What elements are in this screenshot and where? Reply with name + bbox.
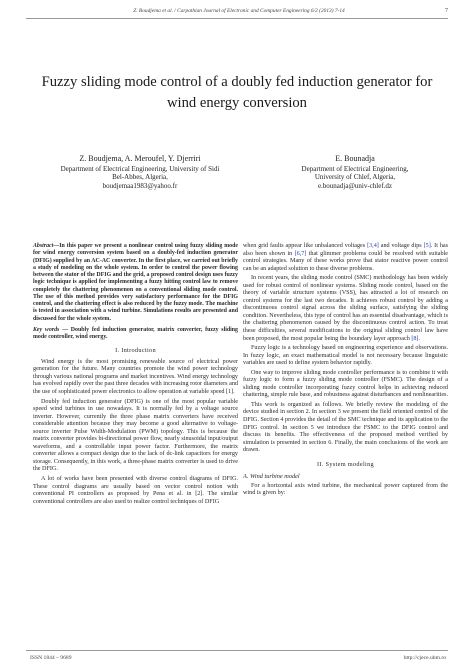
citation-link[interactable]: [5] (423, 243, 431, 249)
intro-paragraph-fuzzy: Fuzzy logic is a technology based on engineering experience and observations. In fuzzy logic, an exact mathematical model is not necessary because linguistic variables are used to define system behavior rapidly. (243, 345, 448, 367)
subsection-heading-wind-turbine: A. Wind turbine model (243, 473, 300, 481)
author-affiliation-left: Department of Electrical Engineering, University of Sidi (60, 165, 220, 173)
intro-paragraph-organization: This work is organized as follows. We briefly review the modeling of the device studied in section 2. In section 3 we present the field oriented control of the DFIG. Section 4 provides the detail of the SMC technique and its application to the DFIG control. In section 5 we introduce the FSMC to the DFIG control and discuss its benefits. The effectiveness of the proposed method verified by simulation is presented in section 6. Finally, the main conclusions of the work are drawn. (243, 401, 448, 454)
author-block-left (50, 154, 230, 190)
running-header: Z. Boudjema et al. / Carpathian Journal of Electronic and Computer Engineering 6/2 (2013) 7-14 (133, 8, 345, 14)
citation-link[interactable]: [6,7] (294, 250, 307, 257)
intro-paragraph-smc (243, 275, 448, 343)
right-column (243, 243, 448, 498)
abstract (33, 243, 238, 323)
intro-paragraph-fsmc: One way to improve sliding mode controller performance is to combine it with fuzzy logic to form a fuzzy sliding mode controller (FSMC). The design of a sliding mode controller incorporating fuzzy control helps in achieving reduced chattering, simple rule base, and robustness against disturbances and nonlinearities. (243, 369, 448, 399)
author-names-right: E. Bounadja (335, 154, 375, 163)
intro-paragraph-3-continued (243, 243, 448, 273)
left-column (33, 243, 238, 506)
author-names-left: Z. Boudjema, A. Meroufel, Y. Djerriri (79, 154, 201, 163)
author-email-right[interactable]: e.bounadja@univ-chlef.dz (317, 181, 393, 190)
citation-link[interactable]: [3,4] (367, 243, 379, 249)
abstract-text: —In this paper we present a nonlinear control using fuzzy sliding mode for wind energy conversion system based on a doubly-fed induction generator (DFIG) supplied by an AC-AC converter. In the first place, we carried out briefly a study of modeling on the whole system. In order to control the power flowing between the stator of the DFIG and the grid, a proposed control design uses fuzzy logic technique is applied for implementing a fuzzy hitting control law to remove completely the chattering phenomenon on a conventional sliding mode control. The use of this method provides very satisfactory performance for the DFIG control, and the chattering effect is also reduced by the fuzzy mode. The machine is tested in association with a wind turbine. Simulations results are presented and discussed for the whole system. (33, 243, 238, 322)
text-fragment: . It has also been shown in (243, 243, 449, 257)
abstract-label: Abstract (33, 243, 54, 249)
keywords-text: — Doubly fed induction generator, matrix converter, fuzzy sliding mode controller, wind energy. (33, 326, 238, 340)
author-university-right: University of Chlef, Algeria, (314, 173, 396, 182)
keywords-label: Key words (33, 326, 60, 333)
text-fragment: that glimmer problems could be resolved with suitable control strategies. Many of these works prove that stator reactive power control can be an adapted solution to these diverse problems. (243, 250, 449, 272)
section-heading-introduction: I. Introduction (115, 347, 156, 355)
intro-paragraph-3: A lot of works have been presented with diverse control diagrams of DFIG. These control diagrams are usually based on vector control notion with conventional PI controllers as proposed by Pena et al. in [2]. The similar conventional controllers are also used to realize control techniques of DFIG (33, 476, 238, 505)
header-rule (26, 18, 448, 19)
author-city-left: Bel-Abbes, Algeria, (112, 173, 168, 182)
section-heading-system-modeling: II. System modeling (317, 460, 374, 468)
wind-turbine-paragraph: For a horizontal axis wind turbine, the mechanical power captured from the wind is given by: (243, 482, 448, 497)
text-fragment: and voltage dips (378, 243, 424, 249)
text-fragment: In recent years, the sliding mode control (SMC) methodology has been widely used for robust control of nonlinear systems. Sliding mode control, based on the theory of variable structure systems (VSS), has attracted a lot of research on control systems for the last two decades. It achieves robust control by adding a discontinuous control signal across the sliding surface, satisfying the sliding condition. Nevertheless, this type of control has an essential disadvantage, which is the chattering phenomenon caused by the discontinuous control action. To treat these difficulties, several modifications to the original sliding control law have been proposed, the most popular being the boundary layer approach (243, 275, 448, 342)
intro-paragraph-1: Wind energy is the most promising renewable source of electrical power generation for the future. Many countries promote the wind power technology through various national programs and market incentives. Wind energy technology has evolved rapidly over the past three decades with increasing rotor diameters and the use of sophisticated power electronics to allow operation at variable speed [1]. (33, 358, 238, 395)
citation-link[interactable]: [8] (411, 335, 419, 342)
intro-paragraph-2: Doubly fed induction generator (DFIG) is one of the most popular variable speed wind turbines in use nowadays. It is normally fed by a voltage source inverter. However, currently the three phase matrix converters have received considerable attention because they may become a good alternative to voltage-source inverter Pulse Width-Modulation (PWM) topology. This is because the matrix converter provides bi-directional power flow, nearly sinusoidal input/output waveforms, and a controllable input power factor. Furthermore, the matrix converter allows a compact design due to the lack of dc-link capacitors for energy storage. Consequently, in this work, a three-phase matrix converter is used to drive the DFIG. (33, 398, 238, 473)
paper-title: Fuzzy sliding mode control of a doubly fed induction generator for wind energy conversion (41, 73, 433, 111)
footer-issn: ISSN 1844 – 9689 (30, 655, 72, 661)
text-fragment: . (418, 335, 421, 342)
author-email-left[interactable]: boudjemaa1983@yahoo.fr (102, 181, 178, 190)
author-affiliation-right: Department of Electrical Engineering, (301, 165, 409, 173)
text-fragment: when grid faults appear like unbalanced voltages (243, 243, 368, 249)
keywords (33, 327, 238, 342)
footer-rule (26, 650, 448, 651)
footer-url[interactable]: http://cjece.ubm.ro (403, 655, 446, 661)
page-number: 7 (445, 8, 448, 14)
author-block-right (270, 154, 440, 190)
